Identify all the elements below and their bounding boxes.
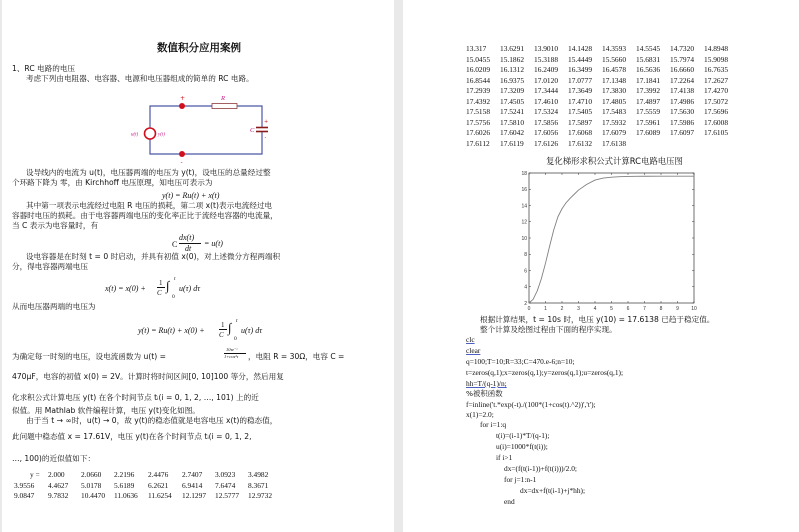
value-cell: 17.6105 — [704, 128, 729, 137]
wire — [237, 106, 262, 127]
value-cell: 17.4610 — [534, 96, 559, 106]
y-tick-label: 6 — [524, 268, 527, 275]
label-source-right: y(t) — [158, 132, 165, 138]
value-cell: 17.6132 — [568, 138, 593, 148]
label-minus: - — [180, 159, 183, 166]
value-cell: 15.1862 — [500, 54, 525, 64]
value-cell: 17.5856 — [534, 117, 559, 127]
value-cell: 17.5986 — [670, 117, 695, 127]
value-cell: 17.6026 — [466, 128, 491, 137]
paragraph-2-line-1: 其中第一项表示电流经过电阻 R 电压的损耗，第二项 x(t)表示电流经过电 — [26, 201, 273, 210]
value-cell: 17.4392 — [466, 96, 491, 106]
value-cell: 16.7635 — [704, 65, 729, 74]
paragraph-5-line-4: 似值。用 Mathlab 软件编程计算，电压 y(t)变化如图。 — [12, 406, 200, 415]
value-cell: 17.5810 — [500, 117, 525, 127]
integral-sign: ∫ — [228, 320, 232, 335]
current-frac-den: 1+cos²τ — [224, 354, 239, 359]
code-line: hh=T/(q-1)/n; — [466, 379, 507, 388]
value-cell: 17.6042 — [500, 128, 525, 137]
value-cell: 17.5630 — [670, 107, 695, 116]
voltage-source — [145, 128, 156, 139]
value-cell: 17.5405 — [568, 107, 593, 116]
code-line: dx=dx+f(t(i-1)+j*hh); — [520, 486, 586, 495]
value-cell: 9.0847 — [14, 491, 35, 500]
rc-circuit-diagram — [117, 92, 277, 167]
value-cell: 15.4449 — [568, 54, 593, 64]
value-cell: 3.4982 — [248, 470, 269, 479]
value-cell: 17.5483 — [602, 107, 627, 116]
value-cell: 17.5756 — [466, 117, 491, 127]
value-cell: 14.1428 — [568, 44, 593, 53]
value-cell: 2.0660 — [81, 470, 102, 479]
code-line: q=100;T=10;R=33;C=470.e-6;n=10; — [466, 357, 575, 366]
value-cell: 16.6660 — [670, 65, 695, 74]
label-plus: + — [180, 95, 186, 102]
node-dot — [179, 151, 185, 157]
paragraph-1-line-2: 个环路下降为 零，由 Kirchhoff 电压原理，知电压可表示为 — [12, 178, 213, 187]
value-cell: 5.6189 — [114, 480, 135, 490]
y-values-label: y = — [30, 470, 40, 479]
paragraph-2-line-2: 容器时电压的损耗。由于电容器两端电压的变化率正比于流经电容器的电流量， — [12, 211, 278, 220]
value-cell: 10.4470 — [81, 491, 106, 500]
paragraph-3-line-2: 分，得电容器两端电压 — [12, 262, 88, 271]
y-tick-label: 8 — [524, 252, 527, 259]
value-cell: 16.4578 — [602, 65, 627, 74]
y-tick-label: 4 — [524, 284, 527, 291]
value-cell: 17.6097 — [670, 128, 695, 137]
code-line: dx=(f(t(i-1))+f(t(i)))/2.0; — [504, 464, 577, 473]
code-line: u(i)=1000*f(t(i)); — [496, 442, 548, 451]
x-tick-label: 8 — [659, 306, 663, 312]
value-cell: 17.4805 — [602, 96, 627, 106]
value-cell: 17.5932 — [602, 117, 627, 127]
value-cell: 17.6079 — [602, 128, 627, 137]
value-cell: 17.2264 — [670, 75, 695, 85]
value-cell: 17.6056 — [534, 128, 559, 137]
value-cell: 5.0178 — [81, 480, 102, 490]
wire — [150, 132, 262, 154]
value-cell: 17.4897 — [636, 96, 661, 106]
equation-3-tail: u(τ) dτ — [179, 284, 201, 293]
x-tick-label: 3 — [577, 306, 580, 312]
equation-2-numerator: dx(t) — [179, 233, 195, 242]
paragraph-5-line-3: 化求积公式计算电压 y(t) 在各个时间节点 tᵢ(i = 0, 1, 2, …, 101) 上的近 — [12, 393, 259, 402]
value-cell: 15.7974 — [670, 54, 695, 64]
document-page-left — [2, 0, 394, 532]
integral-upper: t — [236, 318, 238, 324]
value-cell: 17.4270 — [704, 86, 729, 95]
value-cell: 17.5158 — [466, 107, 491, 116]
x-tick-label: 1 — [544, 306, 547, 312]
value-cell: 17.3830 — [602, 86, 627, 95]
x-tick-label: 5 — [610, 306, 613, 312]
y-tick-label: 12 — [521, 219, 527, 226]
x-tick-label: 2 — [560, 306, 564, 312]
value-cell: 4.4627 — [48, 480, 69, 490]
value-cell: 17.6089 — [636, 128, 661, 137]
code-line: t=zeros(q,1);x=zeros(q,1);y=zeros(q,1);u=zeros(q,1); — [466, 368, 624, 377]
equation-1: y(t) = Ru(t) + x(t) — [162, 191, 220, 200]
paragraph-6-line-1: 由于当 t → ∞时，u(t) → 0，故 y(t)的稳态值就是电容电压 x(t)的稳态值， — [26, 416, 278, 425]
value-cell: 2.4476 — [148, 470, 169, 479]
value-cell: 8.3671 — [248, 480, 269, 490]
label-resistor: R — [221, 95, 225, 102]
value-cell: 12.1297 — [182, 491, 207, 500]
code-line: for i=1:q — [480, 420, 507, 429]
value-cell: 11.0636 — [114, 491, 138, 500]
paragraph-3-line-1: 设电容器是在时刻 t = 0 时启动，并具有初值 x(0)，对上述微分方程两端积 — [26, 252, 281, 261]
label-capacitor: C — [250, 127, 255, 134]
x-tick-label: 4 — [593, 306, 597, 312]
equation-4-frac-num: 1 — [221, 321, 225, 329]
value-cell: 17.3444 — [534, 86, 559, 95]
y-tick-label: 10 — [521, 235, 527, 242]
value-cell: 16.1312 — [500, 65, 525, 74]
document-page-right — [403, 0, 799, 532]
value-cell: 17.4710 — [568, 96, 593, 106]
value-cell: 17.6068 — [568, 128, 593, 137]
value-cell: 15.6831 — [636, 54, 661, 64]
value-cell: 17.5696 — [704, 107, 729, 116]
value-cell: 15.5660 — [602, 54, 627, 64]
value-cell: 15.0455 — [466, 54, 491, 64]
value-cell: 17.5961 — [636, 117, 661, 127]
value-cell: 17.2627 — [704, 75, 729, 85]
value-cell: 17.5324 — [534, 107, 559, 116]
value-cell: 17.5897 — [568, 117, 593, 127]
value-cell: 16.3499 — [568, 65, 593, 74]
equation-3-frac-den: C — [157, 289, 162, 297]
value-cell: 17.3649 — [568, 86, 593, 95]
value-cell: 14.3593 — [602, 44, 627, 53]
paragraph-6-line-2: 此问题中稳态值 x = 17.61V，电压 y(t)在各个时间节点 tᵢ(i = 0, 1, 2, — [12, 432, 252, 441]
y-tick-label: 14 — [521, 203, 527, 210]
value-cell: 17.5072 — [704, 96, 729, 106]
integral-lower: 0 — [172, 294, 175, 300]
code-line: x(1)=2.0; — [466, 410, 494, 419]
value-cell: 17.6126 — [534, 138, 559, 148]
value-cell: 12.5777 — [215, 491, 240, 500]
equation-3-frac-num: 1 — [159, 279, 163, 287]
value-cell: 13.9010 — [534, 44, 559, 53]
value-cell: 13.6291 — [500, 44, 525, 53]
value-cell: 7.6474 — [215, 480, 236, 490]
paragraph-5-line-1a: 为确定每一时刻的电压，设电流函数为 u(t) = — [12, 352, 166, 361]
value-cell: 17.2939 — [466, 86, 491, 95]
equation-4: y(t) = Ru(t) + x(0) + — [138, 326, 205, 335]
paragraph-1-line-1: 设导线内的电流为 u(t)，电压器两端的电压为 y(t)，设电压的总量经过整 — [26, 168, 271, 177]
equation-2-denominator: dt — [185, 244, 192, 253]
value-cell: 6.2621 — [148, 480, 169, 490]
value-cell: 17.6138 — [602, 138, 627, 148]
section-heading: 1、RC 电路的电压 — [12, 64, 76, 73]
equation-2-c: C — [172, 240, 178, 249]
paragraph-4: 从而电压器两端的电压为 — [12, 302, 96, 311]
value-cell: 17.6008 — [704, 117, 729, 127]
code-line: end — [504, 497, 515, 506]
integral-sign: ∫ — [166, 278, 170, 293]
paragraph-2-line-3: 当 C 表示为电容量时，有 — [12, 221, 99, 230]
current-frac-num: 10τe⁻ᵗ — [226, 347, 238, 352]
code-line: %被积函数 — [466, 389, 503, 398]
label-source-left: u(t) — [131, 132, 139, 138]
value-cell: 15.3188 — [534, 54, 559, 64]
equation-2-rhs: = u(t) — [204, 239, 223, 248]
equation-4-frac-den: C — [219, 331, 224, 339]
code-line: if i>1 — [496, 453, 513, 462]
value-cell: 15.9098 — [704, 54, 729, 64]
code-line: t(i)=(i-1)*T/(q-1); — [496, 431, 550, 440]
y-tick-label: 16 — [521, 187, 527, 194]
x-tick-label: 7 — [643, 306, 646, 312]
value-cell: 9.7832 — [48, 491, 69, 500]
value-cell: 2.7407 — [182, 470, 203, 479]
paragraph-6-line-3: …, 100)的近似值如下： — [12, 454, 96, 463]
program-intro-text: 整个计算及绘图过程由下面的程序实现。 — [480, 325, 617, 334]
label-cap-plus: + — [264, 119, 269, 125]
value-cell: 3.0923 — [215, 470, 236, 479]
value-cell: 17.5559 — [636, 107, 661, 116]
x-tick-label: 9 — [676, 306, 679, 312]
page-title: 数值积分应用案例 — [157, 42, 241, 54]
y-tick-label: 2 — [524, 300, 527, 307]
value-cell: 17.1841 — [636, 75, 661, 85]
value-cell: 16.2409 — [534, 65, 559, 74]
value-cell: 14.7320 — [670, 44, 695, 53]
value-cell: 17.3992 — [636, 86, 661, 95]
value-cell: 17.4505 — [500, 96, 525, 106]
equation-4-tail: u(τ) dτ — [241, 326, 263, 335]
value-cell: 17.1348 — [602, 75, 627, 85]
value-cell: 14.8948 — [704, 44, 729, 53]
value-cell: 17.5241 — [500, 107, 525, 116]
paragraph-5-line-1b: ，电阻 R = 30Ω，电容 C = — [248, 352, 345, 361]
code-line: f=inline('t.*exp(-t)./(100*(1+cos(t).^2))','t'); — [466, 400, 596, 409]
resistor — [212, 104, 237, 109]
value-cell: 11.6254 — [148, 491, 172, 500]
code-line: clear — [466, 346, 481, 355]
value-cell: 16.8544 — [466, 75, 491, 85]
value-cell: 16.0209 — [466, 65, 491, 74]
value-cell: 17.6112 — [466, 138, 490, 148]
intro-text: 考虑下列由电阻器、电容器、电源和电压器组成的简单的 RC 电路。 — [26, 74, 254, 83]
value-cell: 17.3209 — [500, 86, 525, 95]
value-cell: 2.000 — [48, 470, 65, 479]
value-cell: 17.0120 — [534, 75, 559, 85]
node-dot — [179, 103, 185, 109]
x-tick-label: 6 — [626, 306, 630, 312]
value-cell: 16.5636 — [636, 65, 661, 74]
value-cell: 17.6119 — [500, 138, 524, 148]
y-tick-label: 18 — [521, 170, 527, 177]
paragraph-5-line-2: 470μF，电容的初值 x(0) = 2V。计算时将时间区间[0, 10]100 等分，然后用复 — [12, 372, 284, 381]
wire — [150, 106, 212, 128]
x-tick-label: 10 — [691, 306, 697, 312]
plot-area — [529, 173, 694, 303]
equation-3: x(t) = x(0) + — [105, 284, 146, 293]
value-cell: 13.317 — [466, 44, 487, 53]
x-tick-label: 0 — [527, 306, 531, 312]
value-cell: 6.9414 — [182, 480, 203, 490]
integral-lower: 0 — [234, 336, 237, 342]
voltage-chart — [508, 166, 708, 314]
value-cell: 17.4986 — [670, 96, 695, 106]
value-cell: 14.5545 — [636, 44, 661, 53]
value-cell: 3.9556 — [14, 480, 35, 490]
result-text: 根据计算结果，t = 10s 时，电压 y(10) = 17.6138 已趋于稳定值。 — [480, 315, 715, 324]
code-line: for j=1:n-1 — [504, 475, 537, 484]
code-line: clc — [466, 335, 475, 344]
integral-upper: t — [174, 276, 176, 282]
value-cell: 17.0777 — [568, 75, 593, 85]
value-cell: 17.4138 — [670, 86, 695, 95]
value-cell: 16.9375 — [500, 75, 525, 85]
label-cap-minus: - — [264, 135, 267, 141]
chart-title: 复化梯形求积公式计算RC电路电压图 — [546, 156, 683, 166]
value-cell: 2.2196 — [114, 470, 135, 479]
value-cell: 12.9732 — [248, 491, 273, 500]
